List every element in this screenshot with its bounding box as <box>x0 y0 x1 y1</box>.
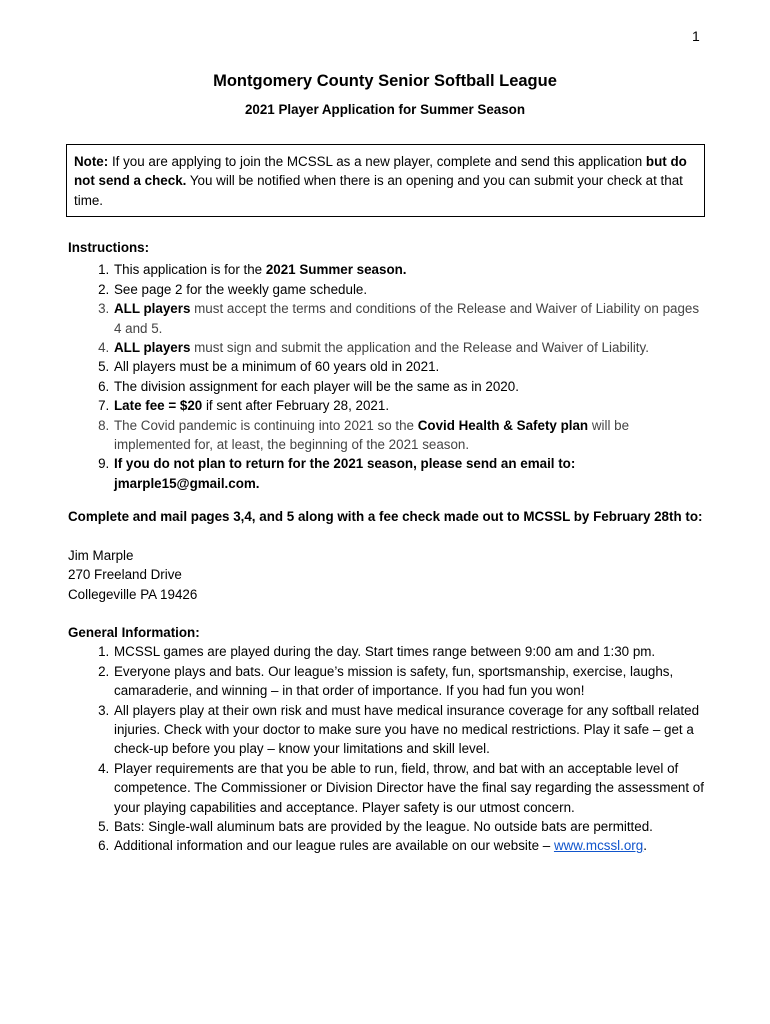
document-title: Montgomery County Senior Softball League <box>213 72 557 90</box>
general-text: MCSSL games are played during the day. Start times range between 9:00 am and 1:30 pm. <box>114 644 656 660</box>
general-info-heading: General Information: <box>68 624 200 640</box>
instruction-text: must accept the terms and conditions of the Release and Waiver of Liability on pages 4 and 5. <box>114 301 700 336</box>
instruction-text: This application is for the <box>114 262 266 278</box>
instruction-text: See page 2 for the weekly game schedule. <box>114 281 368 297</box>
general-item <box>113 836 704 855</box>
note-text-2: You will be notified when there is an opening and you can submit your check at that time. <box>74 173 683 208</box>
general-item <box>113 817 704 836</box>
address-street: 270 Freeland Drive <box>68 567 182 583</box>
general-text: All players play at their own risk and must have medical insurance coverage for any softball related injuries. Check with your doctor to make sure you have no medical restrictions. Play it safe – get a check-up before you play – know your limitations and skill level. <box>114 702 700 757</box>
mailing-address <box>68 546 704 604</box>
main-content <box>68 238 704 856</box>
instruction-bold: If you do not plan to return for the 2021 season, please send an email to: jmarple15@gmail.com. <box>114 456 576 491</box>
note-text-1: If you are applying to join the MCSSL as a new player, complete and send this application <box>108 154 646 169</box>
general-item <box>113 662 704 701</box>
instruction-bold: Covid Health & Safety plan <box>417 417 589 433</box>
general-text: Everyone plays and bats. Our league’s mission is safety, fun, sportsmanship, exercise, laughs, camaraderie, and winning – in that order of importance. If you had fun you won! <box>114 663 674 699</box>
instruction-text: if sent after February 28, 2021. <box>202 398 390 414</box>
instruction-item <box>113 299 704 338</box>
instruction-bold: 2021 Summer season. <box>265 262 407 278</box>
instruction-bold: ALL players <box>114 340 191 356</box>
instruction-bold: Late fee = $20 <box>114 398 203 414</box>
instruction-item <box>113 454 704 493</box>
website-link[interactable]: www.mcssl.org <box>553 838 644 854</box>
general-item <box>113 701 704 759</box>
general-text: Additional information and our league rules are available on our website – <box>114 838 554 854</box>
page-number: 1 <box>692 28 700 44</box>
instruction-text: The Covid pandemic is continuing into 2021 so the <box>114 417 418 433</box>
instruction-bold: ALL players <box>114 301 191 317</box>
instruction-item <box>113 396 704 415</box>
instruction-text: All players must be a minimum of 60 years old in 2021. <box>114 359 440 375</box>
note-paragraph <box>74 152 696 210</box>
note-label: Note: <box>74 154 109 169</box>
instruction-item <box>113 377 704 396</box>
instruction-text: The division assignment for each player will be the same as in 2020. <box>114 378 519 394</box>
general-text: Bats: Single-wall aluminum bats are provided by the league. No outside bats are permitted. <box>114 818 653 834</box>
instruction-item <box>113 280 704 299</box>
document-subtitle: 2021 Player Application for Summer Season <box>244 102 526 117</box>
instructions-heading: Instructions: <box>68 240 150 255</box>
general-info-list <box>68 642 704 855</box>
instruction-item <box>113 338 704 357</box>
note-bold-text: but do not send a check. <box>74 154 687 189</box>
address-name: Jim Marple <box>68 547 134 563</box>
instructions-list <box>68 260 704 493</box>
note-box <box>66 144 705 217</box>
address-city: Collegeville PA 19426 <box>68 586 198 602</box>
instruction-item <box>113 260 704 279</box>
general-text: . <box>643 838 647 854</box>
general-item <box>113 642 704 661</box>
general-item <box>113 759 704 817</box>
instruction-text: will be implemented for, at least, the beginning of the 2021 season. <box>114 417 630 453</box>
general-text: Player requirements are that you be able to run, field, throw, and bat with an acceptable level of competence. The Commissioner or Division Director have the final say regarding the assessment of your playing capabilities and acceptance. Player safety is our utmost concern. <box>114 760 704 815</box>
instruction-item <box>113 357 704 376</box>
mail-instructions: Complete and mail pages 3,4, and 5 along with a fee check made out to MCSSL by February 28th to: <box>68 509 703 525</box>
instruction-text: must sign and submit the application and the Release and Waiver of Liability. <box>190 340 649 356</box>
instruction-item <box>113 416 704 455</box>
